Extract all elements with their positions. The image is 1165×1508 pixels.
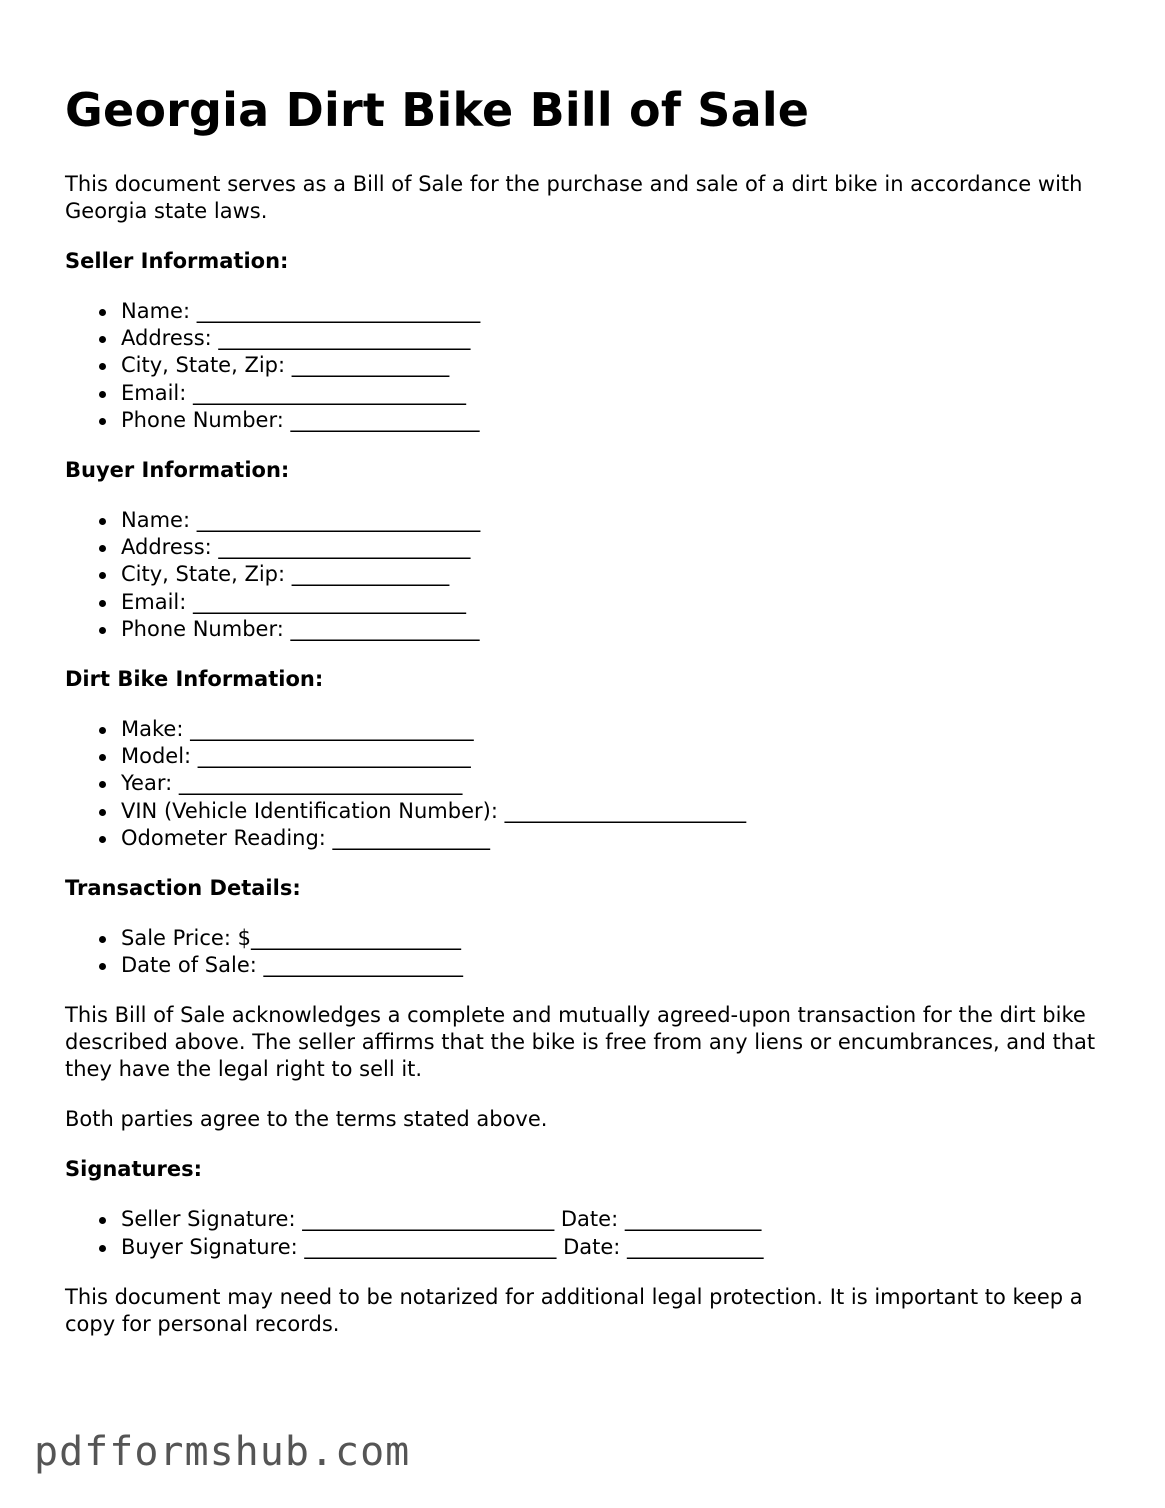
seller-city-state-zip-field: City, State, Zip: _______________ (121, 352, 1105, 379)
seller-signature-field: Seller Signature: ________________________ Date: _____________ (121, 1206, 1105, 1233)
buyer-email-field: Email: __________________________ (121, 589, 1105, 616)
seller-list (65, 298, 1105, 434)
buyer-name-field: Name: ___________________________ (121, 507, 1105, 534)
bike-year-field: Year: ___________________________ (121, 770, 1105, 797)
date-of-sale-field: Date of Sale: ___________________ (121, 952, 1105, 979)
acknowledgement-paragraph: This Bill of Sale acknowledges a complete and mutually agreed-upon transaction for the dirt bike described above. The seller affirms that the bike is free from any liens or encumbrances, and that they have the legal right to sell it. (65, 1003, 1096, 1082)
buyer-list (65, 507, 1105, 643)
seller-heading: Seller Information: (65, 249, 289, 273)
buyer-address-field: Address: ________________________ (121, 534, 1105, 561)
site-watermark: pdfformshub.com (34, 1429, 411, 1475)
document-page (65, 80, 1105, 1338)
seller-name-field: Name: ___________________________ (121, 298, 1105, 325)
buyer-heading: Buyer Information: (65, 458, 290, 483)
transaction-list (65, 925, 1105, 979)
seller-address-field: Address: ________________________ (121, 325, 1105, 352)
closing-paragraph: This document may need to be notarized for additional legal protection. It is important to keep a copy for personal records. (65, 1284, 1083, 1336)
agreement-paragraph: Both parties agree to the terms stated above. (65, 1107, 548, 1132)
transaction-heading: Transaction Details: (65, 876, 301, 901)
seller-email-field: Email: __________________________ (121, 380, 1105, 407)
buyer-city-state-zip-field: City, State, Zip: _______________ (121, 561, 1105, 588)
sale-price-field: Sale Price: $____________________ (121, 925, 1105, 952)
buyer-signature-field: Buyer Signature: ________________________ Date: _____________ (121, 1234, 1105, 1261)
bike-heading: Dirt Bike Information: (65, 667, 324, 692)
seller-phone-field: Phone Number: __________________ (121, 407, 1105, 434)
signatures-heading: Signatures: (65, 1157, 202, 1182)
signatures-list (65, 1206, 1105, 1260)
document-title: Georgia Dirt Bike Bill of Sale (65, 83, 810, 137)
bike-vin-field: VIN (Vehicle Identification Number): _______________________ (121, 798, 1105, 825)
bike-odometer-field: Odometer Reading: _______________ (121, 825, 1105, 852)
intro-paragraph: This document serves as a Bill of Sale for the purchase and sale of a dirt bike in accordance with Georgia state laws. (65, 172, 1083, 223)
buyer-phone-field: Phone Number: __________________ (121, 616, 1105, 643)
bike-make-field: Make: ___________________________ (121, 716, 1105, 743)
bike-list (65, 716, 1105, 852)
bike-model-field: Model: __________________________ (121, 743, 1105, 770)
